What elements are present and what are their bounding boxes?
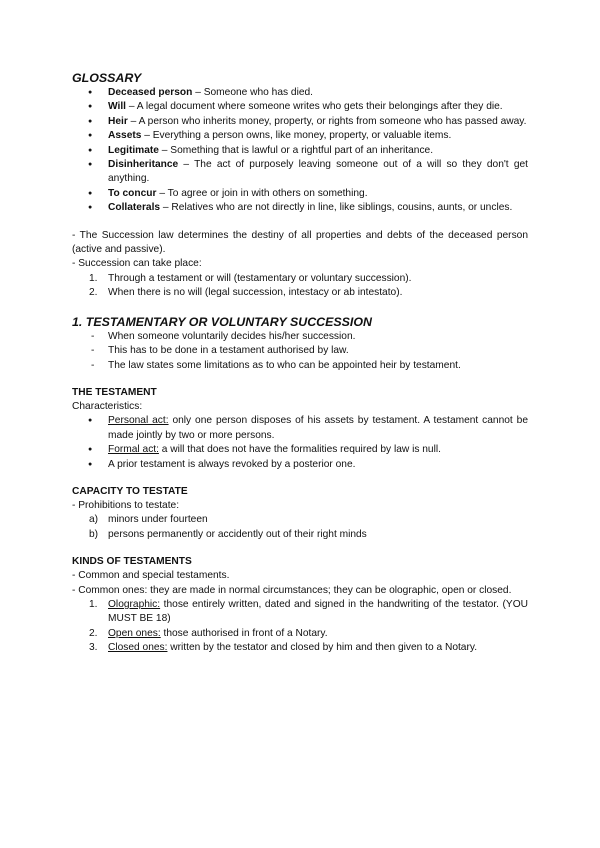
testament-kind-label: Olographic:: [108, 598, 161, 610]
list-item: - When someone voluntarily decides his/her succession.: [72, 330, 528, 344]
list-item: - This has to be done in a testament authorised by law.: [72, 344, 528, 358]
list-number: 1.: [89, 598, 98, 610]
list-item: [72, 598, 528, 627]
section-heading: 1. TESTAMENTARY OR VOLUNTARY SUCCESSION: [72, 314, 372, 329]
list-item: [72, 528, 528, 542]
glossary-item: [72, 201, 528, 215]
kinds-paragraph: - Common and special testaments.: [72, 570, 230, 582]
glossary-definition: – Relatives who are not directly in line, like siblings, cousins, aunts, or uncles.: [160, 202, 513, 214]
glossary-item: [72, 86, 528, 100]
kinds-heading: KINDS OF TESTAMENTS: [72, 556, 192, 568]
testament-kind-text: written by the testator and closed by him and then given to a Notary.: [167, 642, 478, 654]
capacity-subtitle: - Prohibitions to testate:: [72, 499, 180, 511]
glossary-definition: – A person who inherits money, property, or rights from someone who has passed away.: [127, 115, 527, 127]
document-page: [72, 70, 528, 656]
glossary-term: Heir: [108, 115, 128, 127]
glossary-definition: – Something that is lawful or a rightful part of an inheritance.: [158, 144, 434, 156]
glossary-definition: – Everything a person owns, like money, property, or valuable items.: [141, 130, 452, 142]
glossary-definition: – Someone who has died.: [192, 87, 314, 98]
list-number: 2.: [89, 287, 98, 299]
testament-subtitle: Characteristics:: [72, 400, 143, 412]
glossary-definition: – A legal document where someone writes who gets their belongings after they die.: [126, 101, 503, 113]
testament-kind-text: those entirely written, dated and signed in the handwriting of the testator. (YOU MUST BE 18): [108, 598, 528, 625]
glossary-item: [72, 158, 528, 187]
glossary-term: Disinheritance: [108, 159, 179, 171]
list-item: [72, 513, 528, 527]
list-item-text: Through a testament or will (testamentary or voluntary succession).: [108, 272, 412, 284]
glossary-definition: – The act of purposely leaving someone out of a will so they don't get anything.: [108, 159, 528, 185]
characteristic-label: Personal act:: [108, 415, 169, 427]
testament-kind-label: Closed ones:: [108, 642, 168, 654]
glossary-term: Will: [108, 101, 127, 113]
kinds-paragraph: - Common ones: they are made in normal circumstances; they can be olographic, open or closed.: [72, 584, 512, 596]
list-letter: a): [89, 514, 99, 526]
glossary-item: [72, 144, 528, 158]
glossary-term: Deceased person: [108, 87, 193, 98]
glossary-item: [72, 129, 528, 143]
list-number: 1.: [89, 272, 98, 284]
list-item: - The law states some limitations as to who can be appointed heir by testament.: [72, 359, 528, 373]
glossary-item: [72, 115, 528, 129]
list-item: [72, 414, 528, 443]
list-item-text: persons permanently or accidently out of their right minds: [108, 528, 367, 540]
characteristic-text: only one person disposes of his assets by testament. A testament cannot be made jointly by two or more persons.: [108, 415, 528, 441]
list-item: [72, 641, 528, 655]
list-item: [72, 458, 528, 472]
testament-heading: THE TESTAMENT: [72, 386, 157, 398]
glossary-item: [72, 187, 528, 201]
list-item: [72, 272, 528, 286]
testament-kind-text: those authorised in front of a Notary.: [160, 627, 328, 639]
list-number: 2.: [89, 627, 98, 639]
glossary-term: To concur: [108, 187, 157, 199]
intro-paragraph: - Succession can take place:: [72, 258, 202, 270]
section1-list: [72, 330, 528, 373]
list-item-text: minors under fourteen: [108, 514, 208, 526]
list-letter: b): [89, 528, 99, 540]
glossary-item: [72, 100, 528, 114]
list-item-text: When there is no will (legal succession, intestacy or ab intestato).: [108, 287, 403, 299]
glossary-heading: GLOSSARY: [72, 71, 142, 85]
list-item: [72, 286, 528, 300]
testament-characteristics-list: [72, 414, 528, 472]
list-item: [72, 443, 528, 457]
common-testaments-list: [72, 598, 528, 656]
testament-kind-label: Open ones:: [108, 627, 161, 639]
list-number: 3.: [89, 642, 98, 654]
glossary-term: Legitimate: [108, 144, 159, 156]
characteristic-text: a will that does not have the formalities required by law is null.: [158, 444, 441, 456]
characteristic-text: A prior testament is always revoked by a posterior one.: [108, 458, 356, 470]
list-item: [72, 627, 528, 641]
glossary-definition: – To agree or join in with others on something.: [156, 187, 368, 199]
glossary-list: [72, 86, 528, 216]
prohibitions-list: [72, 513, 528, 542]
intro-paragraph: - The Succession law determines the destiny of all properties and debts of the deceased person (active and passive).: [72, 229, 528, 256]
glossary-term: Assets: [108, 130, 142, 142]
glossary-term: Collaterals: [108, 202, 161, 214]
characteristic-label: Formal act:: [108, 444, 159, 456]
capacity-heading: CAPACITY TO TESTATE: [72, 485, 188, 497]
succession-types-list: [72, 272, 528, 301]
